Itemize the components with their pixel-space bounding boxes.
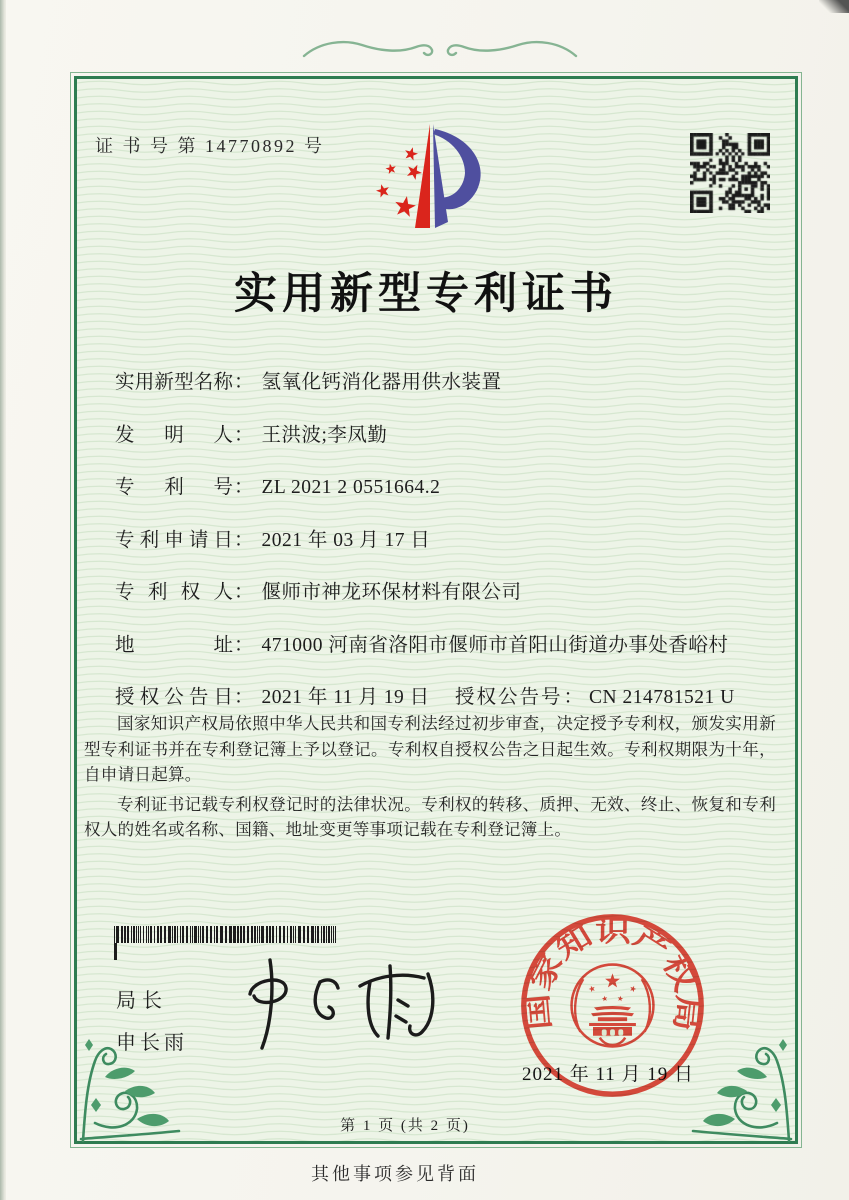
field-value: 王洪波;李凤勤 bbox=[261, 425, 388, 446]
field-value: 偃师市神龙环保材料有限公司 bbox=[261, 582, 522, 603]
legal-paragraph-2: 专利证书记载专利权登记时的法律状况。专利权的转移、质押、无效、终止、恢复和专利权人的姓名或名称、国籍、地址变更等事项记载在专利登记簿上。 bbox=[84, 794, 776, 839]
field-row-filing-date: 专利申请日： 2021 年 03 月 17 日 bbox=[115, 524, 785, 551]
field-value: 2021 年 11 月 19 日 bbox=[261, 687, 430, 708]
field-value: ZL 2021 2 0551664.2 bbox=[261, 477, 441, 498]
field-row-address: 地址： 471000 河南省洛阳市偃师市首阳山街道办事处香峪村 bbox=[115, 629, 785, 656]
field-label: 地址 bbox=[115, 635, 233, 656]
cnipa-logo-icon bbox=[358, 118, 538, 238]
barcode-icon bbox=[114, 926, 340, 943]
certificate-number: 证 书 号 第 14770892 号 bbox=[95, 136, 325, 156]
seal-text: 国家知识产权局 bbox=[522, 916, 704, 1031]
official-seal-icon bbox=[515, 908, 710, 1103]
field-label: 实用新型名称 bbox=[115, 372, 233, 393]
field-label: 发明人 bbox=[115, 425, 233, 446]
field-value: 471000 河南省洛阳市偃师市首阳山街道办事处香峪村 bbox=[261, 635, 729, 656]
field-row-patent-no: 专利号： ZL 2021 2 0551664.2 bbox=[115, 471, 785, 498]
page-number: 第 1 页 (共 2 页) bbox=[340, 1118, 470, 1134]
signer-title: 局长 bbox=[116, 990, 168, 1012]
field-row-patentee: 专利权人： 偃师市神龙环保材料有限公司 bbox=[115, 576, 785, 603]
scan-corner-artifact bbox=[819, 0, 849, 13]
field-row-inventors: 发明人： 王洪波;李凤勤 bbox=[115, 419, 785, 446]
field-label: 专利权人 bbox=[115, 582, 233, 603]
field-value: 氢氧化钙消化器用供水装置 bbox=[261, 372, 502, 393]
field-value: CN 214781521 U bbox=[589, 687, 735, 708]
certificate-title: 实用新型专利证书 bbox=[234, 271, 618, 318]
qr-code-icon bbox=[690, 133, 770, 213]
scan-edge-shadow bbox=[0, 0, 6, 1200]
national-emblem-icon bbox=[572, 965, 654, 1047]
legal-text bbox=[84, 711, 776, 847]
footer-note: 其他事项参见背面 bbox=[311, 1164, 479, 1184]
top-flourish-ornament bbox=[300, 34, 580, 62]
issue-date: 2021 年 11 月 19 日 bbox=[522, 1064, 695, 1085]
field-grant-pub-no: 授权公告号： CN 214781521 U bbox=[455, 687, 735, 708]
field-row-patent-name: 实用新型名称： 氢氧化钙消化器用供水装置 bbox=[115, 366, 785, 393]
legal-paragraph-1: 国家知识产权局依照中华人民共和国专利法经过初步审查，决定授予专利权，颁发实用新型专利证书并在专利登记簿上予以登记。专利权自授权公告之日起生效。专利权期限为十年，自申请日起算。 bbox=[84, 714, 776, 784]
signer-name: 申长雨 bbox=[116, 1032, 188, 1054]
field-label: 专利申请日 bbox=[115, 530, 233, 551]
field-label: 授权公告日 bbox=[115, 687, 233, 708]
field-label: 专利号 bbox=[115, 477, 233, 498]
signature-icon bbox=[232, 952, 462, 1054]
field-row-grant-date: 授权公告日： 2021 年 11 月 19 日 授权公告号： CN 214781521 U bbox=[115, 681, 785, 708]
field-label: 授权公告号 bbox=[455, 687, 563, 708]
field-value: 2021 年 03 月 17 日 bbox=[261, 530, 431, 551]
